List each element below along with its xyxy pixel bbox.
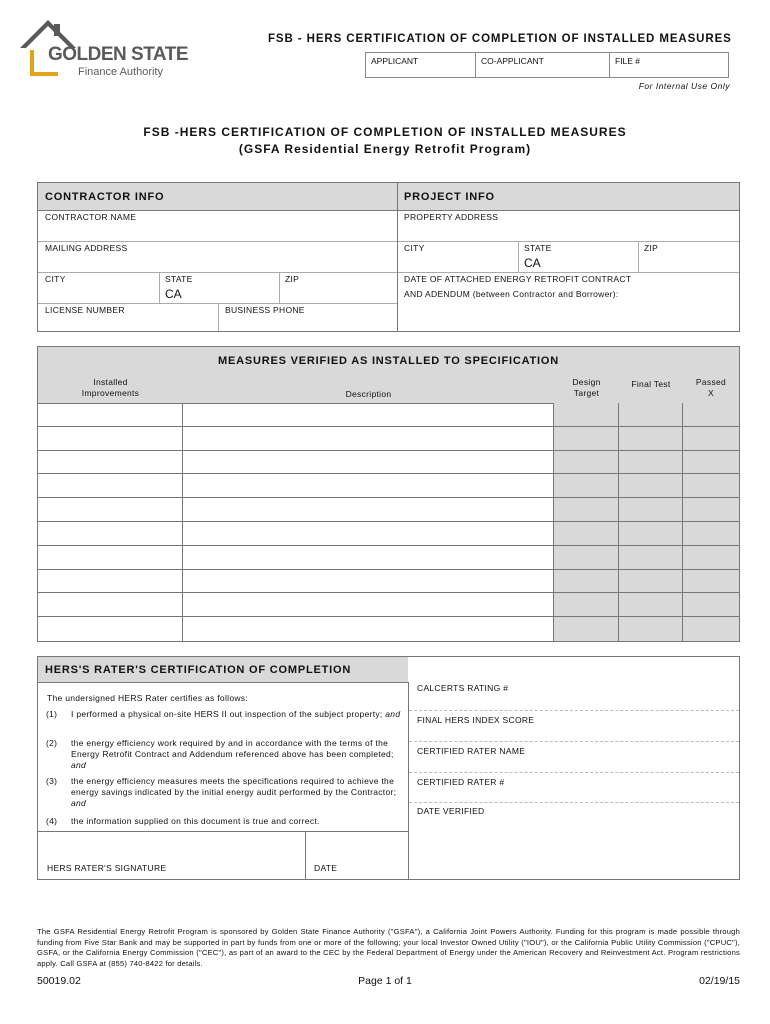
design-target-cell[interactable] xyxy=(554,593,619,616)
improvement-cell[interactable] xyxy=(38,403,183,426)
measure-row xyxy=(38,522,739,546)
final-test-cell[interactable] xyxy=(619,474,683,497)
info-section xyxy=(37,182,740,332)
footer-disclaimer: The GSFA Residential Energy Retrofit Program is sponsored by Golden State Finance Authority ("GSFA"), a California Joint Powers Authority. Funding for this program is made possible through funding from Five Star Bank and may be supported in part by funds from one or more of the following; your local Investor Owned Utility ("IOU"), or the California Public Utility Commission ("CPUC"), GSFA, or the California Energy Commission ("CEC"), as part of an award to the CEC by the Federal Department of Energy under the American Recovery and Reinvestment Act. Program restrictions apply. Call GSFA at (855) 740-8422 for details. xyxy=(37,927,740,968)
document-title-line2: (GSFA Residential Energy Retrofit Program) xyxy=(238,142,532,156)
final-test-cell[interactable] xyxy=(619,570,683,593)
signature-date-field[interactable] xyxy=(305,832,408,879)
improvement-cell[interactable] xyxy=(38,546,183,569)
license-number-field[interactable] xyxy=(38,303,219,331)
contractor-name-field[interactable] xyxy=(38,210,397,242)
improvement-cell[interactable] xyxy=(38,617,183,641)
signature-label: HERS RATER'S SIGNATURE xyxy=(47,863,167,873)
logo-subtext: Finance Authority xyxy=(78,66,163,78)
project-info-heading: PROJECT INFO xyxy=(404,191,495,203)
description-cell[interactable] xyxy=(183,570,554,593)
project-city-label: CITY xyxy=(404,243,425,253)
measures-column-header xyxy=(38,374,739,404)
final-test-cell[interactable] xyxy=(619,403,683,426)
passed-cell[interactable] xyxy=(683,522,739,545)
license-row xyxy=(38,303,397,331)
header-title: FSB - HERS CERTIFICATION OF COMPLETION OF INSTALLED MEASURES xyxy=(268,33,732,45)
col-improvements-line1: Installed xyxy=(93,377,128,387)
passed-cell[interactable] xyxy=(683,427,739,450)
design-target-cell[interactable] xyxy=(554,498,619,521)
col-description xyxy=(183,374,555,403)
final-test-cell[interactable] xyxy=(619,451,683,474)
col-passed-line1: Passed xyxy=(695,377,727,387)
project-city-row xyxy=(398,241,739,273)
document-title xyxy=(0,124,770,158)
logo xyxy=(18,18,218,88)
final-test-cell[interactable] xyxy=(619,427,683,450)
passed-cell[interactable] xyxy=(683,593,739,616)
design-target-cell[interactable] xyxy=(554,451,619,474)
description-cell[interactable] xyxy=(183,522,554,545)
co-applicant-field[interactable]: CO-APPLICANT xyxy=(476,53,610,77)
design-target-cell[interactable] xyxy=(554,570,619,593)
description-cell[interactable] xyxy=(183,427,554,450)
contractor-name-label: CONTRACTOR NAME xyxy=(45,212,137,222)
col-design-target xyxy=(554,374,620,403)
improvement-cell[interactable] xyxy=(38,593,183,616)
rater-number-label: CERTIFIED RATER # xyxy=(417,777,505,787)
signature-date-label: DATE xyxy=(314,863,338,873)
project-zip-field[interactable] xyxy=(638,241,739,272)
description-cell[interactable] xyxy=(183,593,554,616)
rater-name-field[interactable] xyxy=(409,741,739,773)
hers-intro: The undersigned HERS Rater certifies as follows: xyxy=(47,693,249,703)
measure-row xyxy=(38,593,739,617)
applicant-field[interactable]: APPLICANT xyxy=(366,53,476,77)
signature-field[interactable] xyxy=(38,832,306,879)
date-verified-field[interactable] xyxy=(409,802,739,879)
calcerts-field[interactable] xyxy=(409,679,739,711)
rater-name-label: CERTIFIED RATER NAME xyxy=(417,746,526,756)
contractor-state-field[interactable] xyxy=(159,272,280,303)
hers-heading: HERS'S RATER'S CERTIFICATION OF COMPLETION xyxy=(45,664,352,676)
passed-cell[interactable] xyxy=(683,498,739,521)
col-passed xyxy=(683,374,739,403)
col-passed-line2: X xyxy=(708,388,714,398)
improvement-cell[interactable] xyxy=(38,451,183,474)
project-state-field[interactable] xyxy=(518,241,639,272)
description-cell[interactable] xyxy=(183,617,554,641)
contractor-state-value: CA xyxy=(165,287,182,301)
description-cell[interactable] xyxy=(183,546,554,569)
passed-cell[interactable] xyxy=(683,570,739,593)
design-target-cell[interactable] xyxy=(554,617,619,641)
contractor-city-field[interactable] xyxy=(38,272,160,303)
improvement-cell[interactable] xyxy=(38,522,183,545)
description-cell[interactable] xyxy=(183,498,554,521)
improvement-cell[interactable] xyxy=(38,570,183,593)
passed-cell[interactable] xyxy=(683,546,739,569)
document-title-line1: FSB -HERS CERTIFICATION OF COMPLETION OF INSTALLED MEASURES xyxy=(143,125,627,139)
project-zip-label: ZIP xyxy=(644,243,659,253)
internal-use-box xyxy=(365,52,729,78)
contractor-zip-field[interactable] xyxy=(279,272,397,303)
final-test-cell[interactable] xyxy=(619,617,683,641)
page-number: Page 1 of 1 xyxy=(358,975,412,987)
form-date: 02/19/15 xyxy=(699,975,740,987)
improvement-cell[interactable] xyxy=(38,498,183,521)
measure-row xyxy=(38,427,739,451)
contractor-info-heading: CONTRACTOR INFO xyxy=(45,191,165,203)
measure-row xyxy=(38,570,739,594)
project-state-label: STATE xyxy=(524,243,552,253)
col-improvements-line2: Improvements xyxy=(81,388,140,398)
business-phone-field[interactable] xyxy=(218,303,397,331)
measure-row xyxy=(38,451,739,475)
final-score-field[interactable] xyxy=(409,710,739,742)
contract-date-field[interactable] xyxy=(398,272,739,331)
final-score-label: FINAL HERS INDEX SCORE xyxy=(417,715,535,725)
final-test-cell[interactable] xyxy=(619,522,683,545)
contractor-state-label: STATE xyxy=(165,274,193,284)
design-target-cell[interactable] xyxy=(554,474,619,497)
contract-date-label-line1: DATE OF ATTACHED ENERGY RETROFIT CONTRACT xyxy=(404,274,632,284)
design-target-cell[interactable] xyxy=(554,403,619,426)
measure-row xyxy=(38,474,739,498)
business-phone-label: BUSINESS PHONE xyxy=(225,305,305,315)
measures-section xyxy=(37,346,740,642)
project-state-value: CA xyxy=(524,256,541,270)
description-cell[interactable] xyxy=(183,474,554,497)
description-cell[interactable] xyxy=(183,451,554,474)
measure-row xyxy=(38,403,739,427)
final-test-cell[interactable] xyxy=(619,593,683,616)
contractor-city-row xyxy=(38,272,397,304)
measure-row xyxy=(38,617,739,641)
property-address-field[interactable] xyxy=(398,210,739,242)
contractor-city-label: CITY xyxy=(45,274,66,284)
design-target-cell[interactable] xyxy=(554,546,619,569)
mailing-address-label: MAILING ADDRESS xyxy=(45,243,128,253)
col-improvements xyxy=(38,374,184,403)
col-final-test-label: Final Test xyxy=(631,379,671,389)
description-cell[interactable] xyxy=(183,403,554,426)
measures-heading: MEASURES VERIFIED AS INSTALLED TO SPECIFICATION xyxy=(218,355,559,367)
measures-rows xyxy=(38,403,739,641)
contract-date-label-line2: AND ADENDUM (between Contractor and Borrower): xyxy=(404,289,619,299)
measure-row xyxy=(38,546,739,570)
passed-cell[interactable] xyxy=(683,451,739,474)
passed-cell[interactable] xyxy=(683,617,739,641)
passed-cell[interactable] xyxy=(683,403,739,426)
design-target-cell[interactable] xyxy=(554,522,619,545)
measure-row xyxy=(38,498,739,522)
final-test-cell[interactable] xyxy=(619,546,683,569)
license-number-label: LICENSE NUMBER xyxy=(45,305,125,315)
date-verified-label: DATE VERIFIED xyxy=(417,806,485,816)
mailing-address-field[interactable] xyxy=(38,241,397,273)
col-final-test xyxy=(619,374,684,403)
design-target-cell[interactable] xyxy=(554,427,619,450)
col-design-line1: Design xyxy=(572,377,601,387)
final-test-cell[interactable] xyxy=(619,498,683,521)
file-number-field[interactable]: FILE # xyxy=(615,56,641,66)
improvement-cell[interactable] xyxy=(38,427,183,450)
contractor-zip-label: ZIP xyxy=(285,274,300,284)
logo-text: GOLDEN STATE xyxy=(48,44,189,65)
rater-number-field[interactable] xyxy=(409,772,739,803)
calcerts-label: CALCERTS RATING # xyxy=(417,683,509,693)
property-address-label: PROPERTY ADDRESS xyxy=(404,212,499,222)
form-number: 50019.02 xyxy=(37,975,81,987)
col-description-label: Description xyxy=(345,389,392,399)
passed-cell[interactable] xyxy=(683,474,739,497)
project-city-field[interactable] xyxy=(398,241,519,272)
internal-use-note: For Internal Use Only xyxy=(638,81,730,91)
col-design-line2: Target xyxy=(573,388,600,398)
improvement-cell[interactable] xyxy=(38,474,183,497)
